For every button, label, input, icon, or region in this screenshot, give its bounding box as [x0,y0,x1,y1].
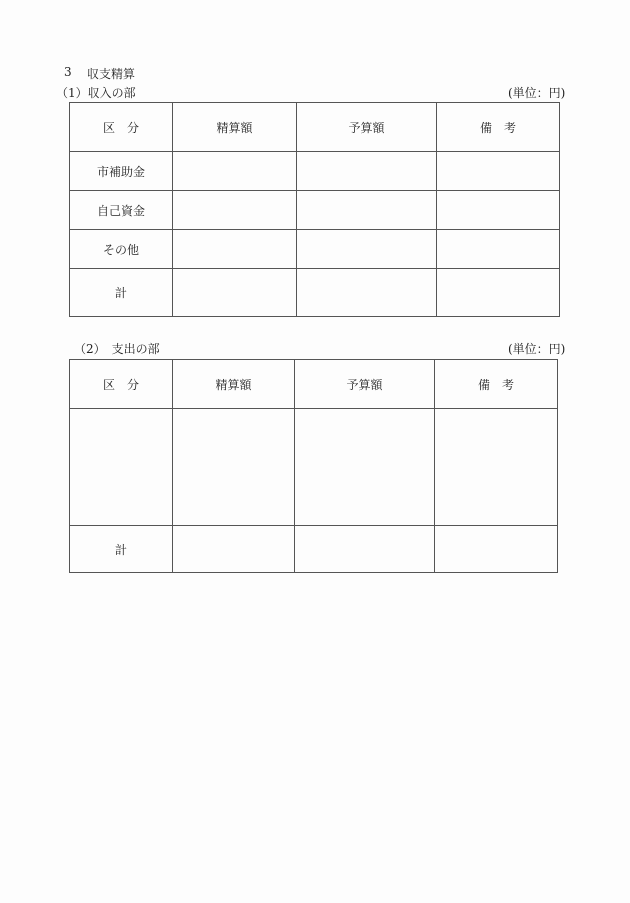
notes-cell[interactable] [437,269,560,317]
total-row [70,526,558,573]
header-budget-amount: 予算額 [295,360,435,409]
budget-amount-cell[interactable] [297,230,437,269]
row-category: その他 [70,230,173,269]
row-category[interactable] [70,409,173,526]
header-settled-amount: 精算額 [173,103,297,152]
expense-table [69,359,558,573]
budget-amount-cell[interactable] [295,526,435,573]
income-unit-label: (単位：円) [508,86,566,100]
header-notes: 備 考 [437,103,560,152]
table-row [70,409,558,526]
header-notes: 備 考 [435,360,558,409]
settled-amount-cell[interactable] [173,191,297,230]
total-row [70,269,560,317]
settled-amount-cell[interactable] [173,230,297,269]
budget-amount-cell[interactable] [297,269,437,317]
expense-unit-label: (単位：円) [508,342,566,356]
row-category: 自己資金 [70,191,173,230]
income-table [69,102,560,317]
budget-amount-cell[interactable] [297,152,437,191]
table-row [70,152,560,191]
row-category-total: 計 [70,269,173,317]
header-budget-amount: 予算額 [297,103,437,152]
notes-cell[interactable] [435,526,558,573]
row-category: 市補助金 [70,152,173,191]
table-row [70,230,560,269]
expense-header-row [70,360,558,409]
income-heading: （1）収入の部 [56,86,136,100]
budget-amount-cell[interactable] [297,191,437,230]
header-category: 区 分 [70,360,173,409]
settled-amount-cell[interactable] [173,152,297,191]
notes-cell[interactable] [435,409,558,526]
expense-heading: （2） 支出の部 [74,342,160,356]
notes-cell[interactable] [437,191,560,230]
income-header-row [70,103,560,152]
header-settled-amount: 精算額 [173,360,295,409]
budget-amount-cell[interactable] [295,409,435,526]
settled-amount-cell[interactable] [173,269,297,317]
notes-cell[interactable] [437,230,560,269]
settled-amount-cell[interactable] [173,526,295,573]
section-title: 収支精算 [87,67,136,81]
settled-amount-cell[interactable] [173,409,295,526]
section-number: 3 [64,65,72,79]
header-category: 区 分 [70,103,173,152]
row-category-total: 計 [70,526,173,573]
table-row [70,191,560,230]
notes-cell[interactable] [437,152,560,191]
